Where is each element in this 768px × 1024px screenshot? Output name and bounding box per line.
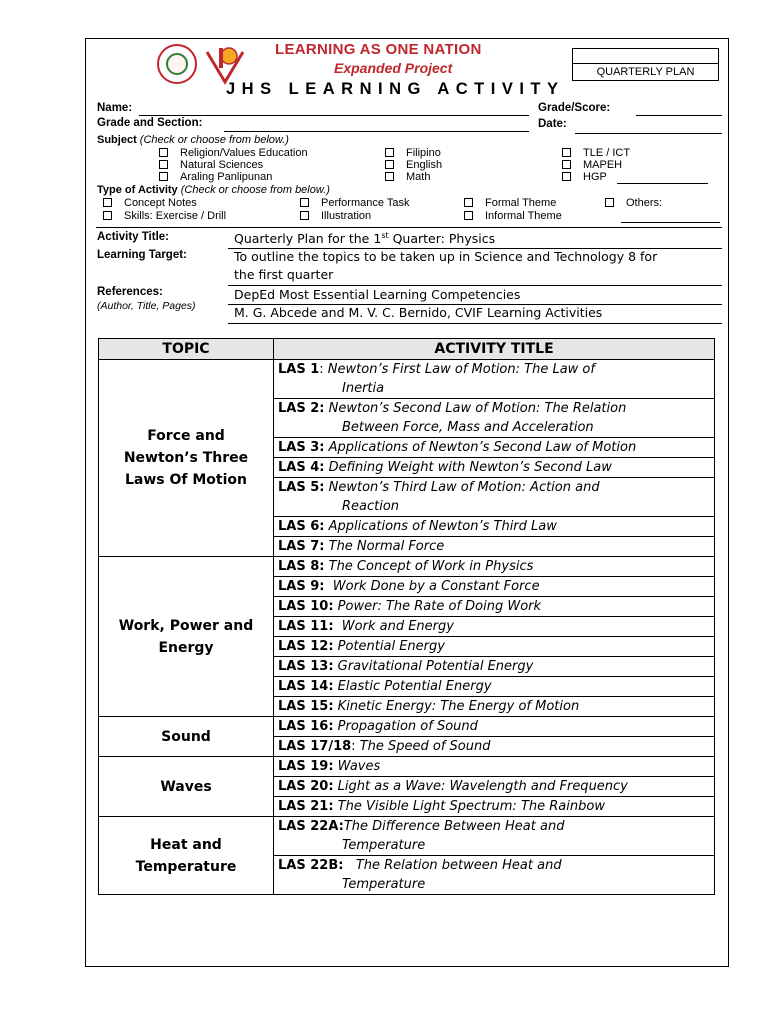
las-code: LAS 6: [278,519,325,534]
grade-section-line[interactable] [224,131,529,132]
las-separator: : [351,739,360,754]
las-code: LAS 13: [278,659,334,674]
activity-cell [274,637,715,657]
activity-cell [274,399,715,438]
activity-cell [274,697,715,717]
activity-cell [274,657,715,677]
subject-heading: Subject (Check or choose from below.) [97,134,289,146]
checkbox-icon[interactable] [300,211,309,220]
activity-cell [274,617,715,637]
checkbox-icon[interactable] [159,172,168,181]
las-title: Newton’s Second Law of Motion: The Relation [328,401,627,416]
las-separator: : [319,362,328,377]
las-code: LAS 8: [278,559,325,574]
name-label: Name: [97,102,133,114]
las-title: The Relation between Heat and [355,858,562,873]
activity-type-heading: Type of Activity (Check or choose from below.) [97,184,330,196]
topic-text: Waves [160,778,212,795]
activity-cell [274,517,715,537]
table-row [99,717,715,737]
topic-cell [99,817,274,895]
las-code: LAS 3: [278,440,325,455]
activity-cell [274,557,715,577]
learning-target-line2: the first quarter [234,267,334,282]
checkbox-icon[interactable] [464,211,473,220]
grade-score-line[interactable] [636,115,722,116]
subject-mapeh-option[interactable]: MAPEH [562,159,622,171]
las-code: LAS 4: [278,460,325,475]
activity-cell [274,597,715,617]
las-code: LAS 20: [278,779,334,794]
las-code: LAS 22A: [278,819,344,834]
las-title-continued: Inertia [342,381,385,396]
topic-cell [99,557,274,717]
reference-2: M. G. Abcede and M. V. C. Bernido, CVIF Learning Activities [234,305,603,320]
las-title: Waves [337,759,381,774]
checkbox-icon[interactable] [103,211,112,220]
topic-text: Force and [147,428,225,444]
activity-title-column-header: ACTIVITY TITLE [274,339,715,360]
type-informal-theme-option[interactable]: Informal Theme [464,210,562,222]
las-title: The Speed of Sound [359,739,491,754]
checkbox-icon[interactable] [464,198,473,207]
subject-english-option[interactable]: English [385,159,442,171]
references-label: References: [97,286,163,298]
grade-section-label: Grade and Section: [97,117,203,129]
las-title: Applications of Newton’s Second Law of Motion [328,440,637,455]
las-code: LAS 11: [278,619,334,634]
checkbox-icon[interactable] [385,148,394,157]
topic-text: Heat and [150,836,222,853]
las-title-continued: Temperature [342,838,426,853]
las-code: LAS 21: [278,799,334,814]
others-line[interactable] [621,222,720,223]
checkbox-icon[interactable] [385,160,394,169]
las-code: LAS 10: [278,599,334,614]
activity-title-label: Activity Title: [97,231,169,243]
las-code: LAS 5: [278,480,325,495]
date-label: Date: [538,118,567,130]
subject-religion-option[interactable]: Religion/Values Education [159,147,308,159]
subject-hgp-option[interactable]: HGP [562,171,607,183]
school-seal-logo [157,44,197,84]
checkbox-icon[interactable] [159,160,168,169]
section-divider [96,227,722,228]
subject-math-option[interactable]: Math [385,171,430,183]
reference-line-2 [228,323,722,324]
las-title: Applications of Newton’s Third Law [328,519,557,534]
topic-text: Laws Of Motion [124,472,247,488]
checkbox-icon[interactable] [562,148,571,157]
topic-text: Energy [158,639,214,656]
las-code: LAS 16: [278,719,334,734]
las-title: The Concept of Work in Physics [328,559,534,574]
quarterly-plan-label: QUARTERLY PLAN [572,63,719,81]
las-code: LAS 17/18 [278,739,352,754]
topic-column-header: TOPIC [99,339,274,360]
las-title: The Difference Between Heat and [343,819,565,834]
checkbox-icon[interactable] [605,198,614,207]
date-line[interactable] [575,133,722,134]
checkbox-icon[interactable] [159,148,168,157]
quarterly-plan-box-top [572,48,719,64]
subject-tle-option[interactable]: TLE / ICT [562,147,630,159]
activity-title-value: Quarterly Plan for the 1st Quarter: Physics [234,231,496,247]
las-title: Power: The Rate of Doing Work [337,599,542,614]
activity-cell [274,677,715,697]
name-line[interactable] [139,115,529,116]
las-code: LAS 19: [278,759,334,774]
las-title: Work and Energy [337,619,454,634]
subject-filipino-option[interactable]: Filipino [385,147,441,159]
table-row [99,817,715,856]
activity-cell [274,577,715,597]
las-code: LAS 9: [278,579,325,594]
subject-ap-option[interactable]: Araling Panlipunan [159,171,272,183]
las-title: Newton’s First Law of Motion: The Law of [327,362,595,377]
las-code: LAS 2: [278,401,325,416]
reference-1: DepEd Most Essential Learning Competencies [234,287,521,302]
las-separator [343,858,355,873]
las-code: LAS 12: [278,639,334,654]
grade-score-label: Grade/Score: [538,102,611,114]
topic-text: Sound [161,728,211,745]
activity-cell [274,757,715,777]
type-formal-theme-option[interactable]: Formal Theme [464,197,556,209]
table-row [99,757,715,777]
checkbox-icon[interactable] [300,198,309,207]
checkbox-icon[interactable] [562,172,571,181]
activity-cell [274,537,715,557]
las-title: Work Done by a Constant Force [328,579,540,594]
hgp-line[interactable] [617,183,708,184]
activity-cell [274,458,715,478]
type-others-option[interactable]: Others: [605,197,662,209]
learning-target-line1: To outline the topics to be taken up in Science and Technology 8 for [234,249,658,264]
las-title: Light as a Wave: Wavelength and Frequency [337,779,628,794]
type-concept-notes-option[interactable]: Concept Notes [103,197,197,209]
las-code: LAS 22B: [278,858,344,873]
las-code: LAS 7: [278,539,325,554]
project-subtitle: Expanded Project [334,60,453,76]
las-title-continued: Between Force, Mass and Acceleration [342,420,594,435]
las-title: Newton’s Third Law of Motion: Action and [328,480,600,495]
activity-cell [274,856,715,895]
las-code: LAS 15: [278,699,334,714]
checkbox-icon[interactable] [562,160,571,169]
las-title: The Visible Light Spectrum: The Rainbow [337,799,605,814]
activity-cell [274,717,715,737]
activity-cell [274,360,715,399]
type-skills-option[interactable]: Skills: Exercise / Drill [103,210,226,222]
las-title-continued: Reaction [342,499,400,514]
las-title: Propagation of Sound [337,719,478,734]
topic-text: Work, Power and [118,617,254,634]
activity-cell [274,797,715,817]
references-hint: (Author, Title, Pages) [97,300,196,312]
activity-table [98,338,715,895]
las-title: Defining Weight with Newton’s Second Law [328,460,612,475]
las-title: The Normal Force [328,539,445,554]
las-code: LAS 1 [278,362,320,377]
type-performance-option[interactable]: Performance Task [300,197,409,209]
topic-text: Temperature [135,858,237,875]
table-row [99,557,715,577]
checkbox-icon[interactable] [103,198,112,207]
topic-cell [99,757,274,817]
las-code: LAS 14: [278,679,334,694]
activity-heading: JHS LEARNING ACTIVITY [226,80,565,98]
las-title: Potential Energy [337,639,445,654]
las-title-continued: Temperature [342,877,426,892]
type-illustration-option[interactable]: Illustration [300,210,371,222]
activity-cell [274,817,715,856]
checkbox-icon[interactable] [385,172,394,181]
topic-text: Newton’s Three [123,450,249,466]
las-title: Gravitational Potential Energy [337,659,534,674]
activity-cell [274,478,715,517]
subject-science-option[interactable]: Natural Sciences [159,159,263,171]
las-title: Kinetic Energy: The Energy of Motion [337,699,580,714]
project-title: LEARNING AS ONE NATION [275,41,482,58]
topic-cell [99,360,274,557]
table-row [99,360,715,399]
las-title: Elastic Potential Energy [337,679,492,694]
topic-cell [99,717,274,757]
activity-cell [274,438,715,458]
learning-target-label: Learning Target: [97,249,187,261]
activity-cell [274,737,715,757]
learning-target-line [228,285,722,286]
activity-cell [274,777,715,797]
